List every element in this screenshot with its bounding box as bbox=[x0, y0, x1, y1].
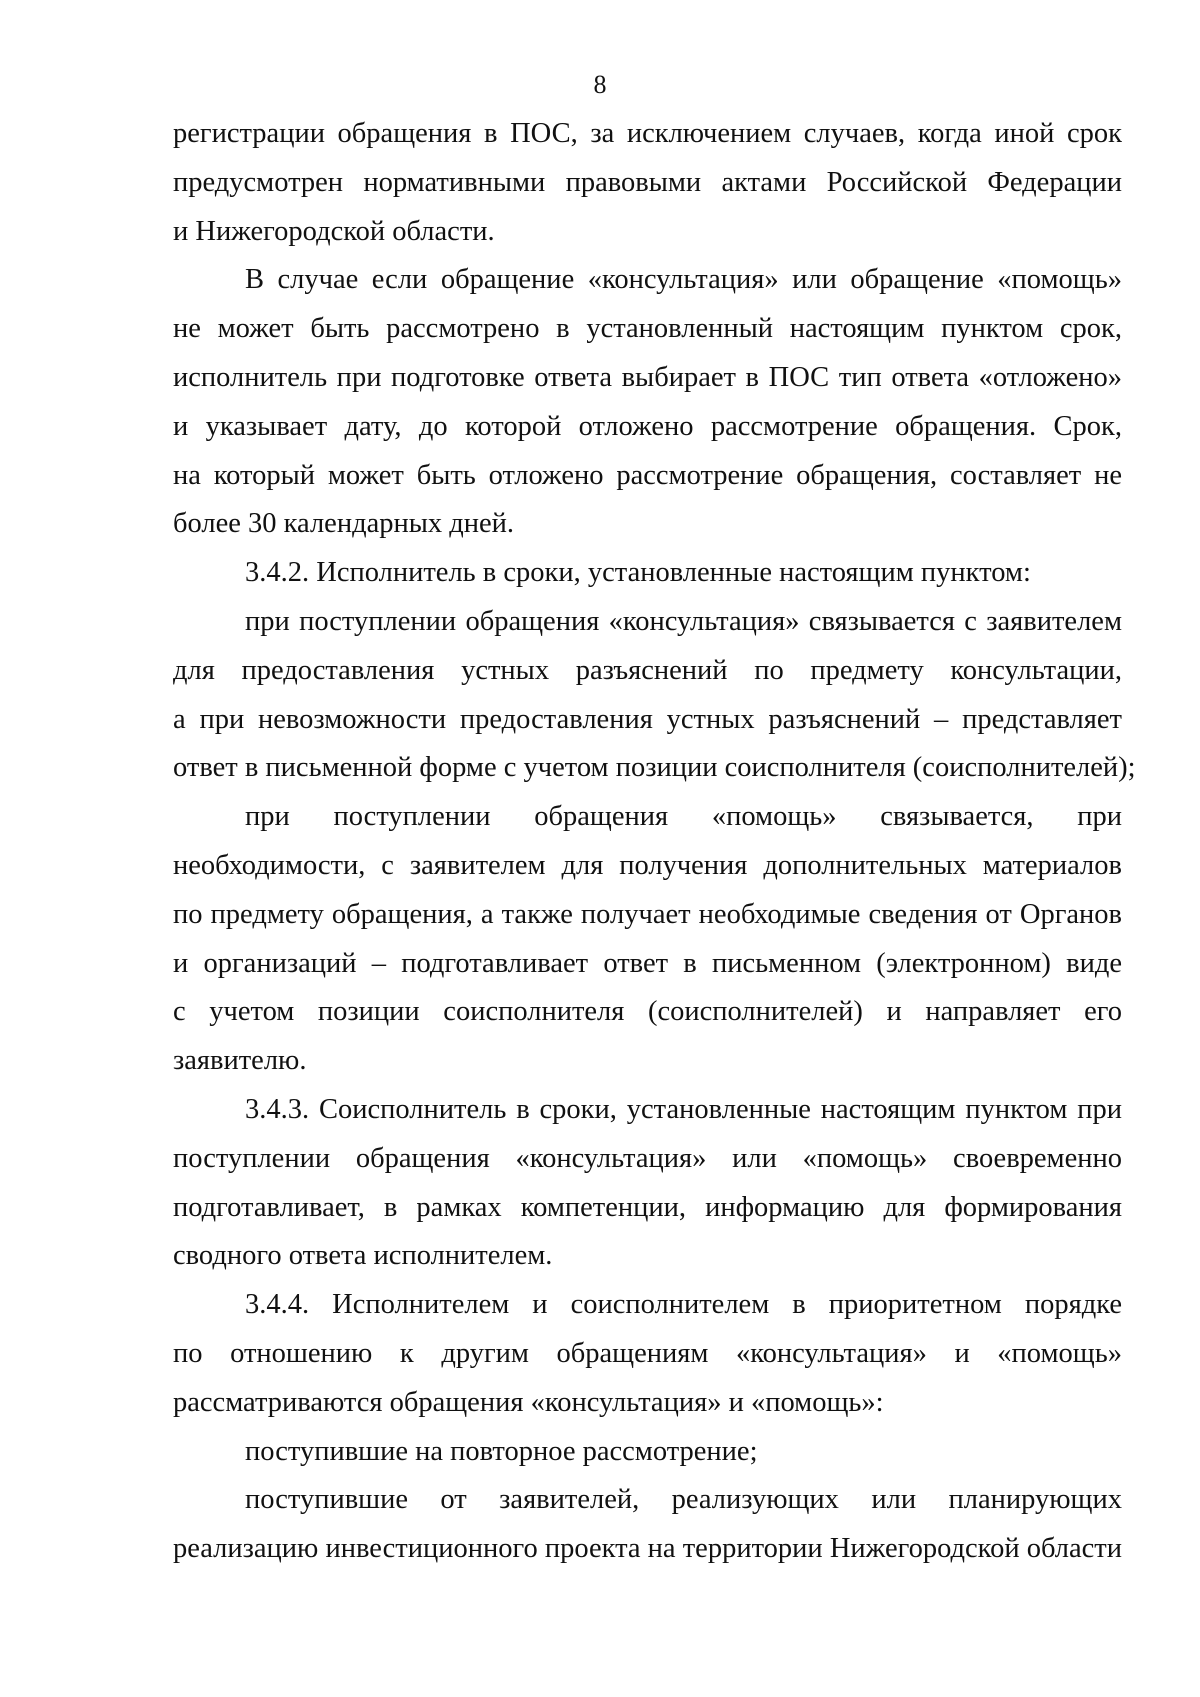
text-line: а при невозможности предоставления устных разъяснений – представляет bbox=[173, 703, 1122, 735]
text-line: рассматриваются обращения «консультация» и «помощь»: bbox=[173, 1386, 884, 1418]
text-line: ответ в письменной форме с учетом позиции соисполнителя (соисполнителей); bbox=[173, 752, 1136, 784]
page-number: 8 bbox=[593, 70, 607, 99]
text-line: для предоставления устных разъяснений по предмету консультации, bbox=[173, 654, 1122, 686]
text-line: поступившие на повторное рассмотрение; bbox=[245, 1435, 758, 1467]
text-line: 3.4.4. Исполнителем и соисполнителем в приоритетном порядке bbox=[245, 1289, 1122, 1321]
text-line: по предмету обращения, а также получает необходимые сведения от Органов bbox=[173, 898, 1122, 930]
text-line: 3.4.3. Соисполнитель в сроки, установленные настоящим пунктом при bbox=[245, 1093, 1122, 1125]
text-line: необходимости, с заявителем для получения дополнительных материалов bbox=[173, 849, 1122, 881]
text-line: и организаций – подготавливает ответ в письменном (электронном) виде bbox=[173, 947, 1122, 979]
text-line: сводного ответа исполнителем. bbox=[173, 1240, 553, 1272]
text-line: поступившие от заявителей, реализующих или планирующих bbox=[245, 1484, 1122, 1516]
text-line: и указывает дату, до которой отложено рассмотрение обращения. Срок, bbox=[173, 410, 1122, 442]
text-line: не может быть рассмотрено в установленный настоящим пунктом срок, bbox=[173, 313, 1122, 345]
document-body bbox=[173, 110, 1136, 1574]
text-line: реализацию инвестиционного проекта на территории Нижегородской области bbox=[173, 1533, 1122, 1565]
text-line: В случае если обращение «консультация» или обращение «помощь» bbox=[245, 264, 1122, 296]
text-line: при поступлении обращения «помощь» связывается, при bbox=[245, 801, 1122, 833]
text-line: регистрации обращения в ПОС, за исключением случаев, когда иной срок bbox=[173, 118, 1122, 149]
text-line: на который может быть отложено рассмотрение обращения, составляет не bbox=[173, 459, 1122, 491]
text-line: исполнитель при подготовке ответа выбирает в ПОС тип ответа «отложено» bbox=[173, 361, 1122, 393]
text-line: при поступлении обращения «консультация» связывается с заявителем bbox=[245, 605, 1122, 637]
text-line: предусмотрен нормативными правовыми актами Российской Федерации bbox=[173, 166, 1122, 198]
text-line: и Нижегородской области. bbox=[173, 215, 495, 247]
text-line: 3.4.2. Исполнитель в сроки, установленные настоящим пунктом: bbox=[245, 557, 1031, 589]
text-line: поступлении обращения «консультация» или «помощь» своевременно bbox=[173, 1142, 1122, 1174]
text-line: подготавливает, в рамках компетенции, информацию для формирования bbox=[173, 1191, 1122, 1223]
text-line: с учетом позиции соисполнителя (соисполнителей) и направляет его bbox=[173, 996, 1122, 1028]
text-line: заявителю. bbox=[173, 1045, 307, 1077]
text-line: более 30 календарных дней. bbox=[173, 508, 515, 540]
text-line: по отношению к другим обращениям «консультация» и «помощь» bbox=[173, 1337, 1122, 1369]
